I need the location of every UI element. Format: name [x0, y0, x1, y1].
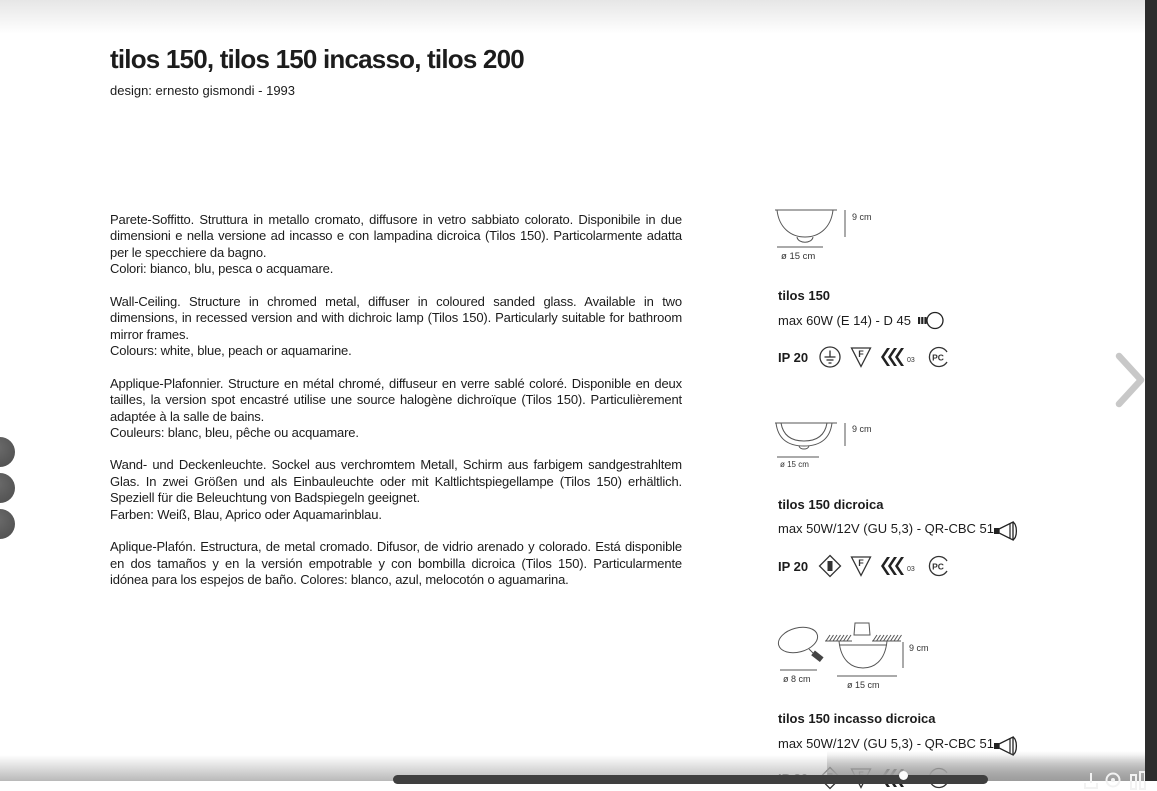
tilos-150-dicroica-diagram [773, 415, 891, 475]
lamp-spec: max 60W (E 14) - D 45 [778, 313, 911, 328]
enec-mark-icon [880, 554, 920, 578]
description-body: Applique-Plafonnier. Structure en métal chromé, diffuseur en verre sablé coloré. Disponible en deux tailles, la version spot encastré utilise une source halogène dichroïque (Tilos 150). Particulièrement adaptée à la salle de bains. [110, 375, 682, 424]
colors-line: Colori: bianco, blu, pesca o acquamare. [110, 261, 334, 277]
svg-text:03: 03 [907, 357, 915, 364]
dimension-height-label: 9 cm [909, 643, 929, 653]
colors-line: Farben: Weiß, Blau, Aprico oder Aquamarinblau. [110, 506, 382, 522]
svg-text:PC: PC [932, 352, 945, 363]
transformer-diamond-icon [818, 554, 842, 578]
left-edge-nav-dot[interactable] [0, 509, 15, 539]
f-flammable-surface-icon [849, 345, 873, 369]
description-italian [110, 212, 682, 278]
left-edge-nav-dot[interactable] [0, 437, 15, 467]
toolbar-zoom-icon[interactable] [1104, 771, 1122, 791]
gost-pc-mark-icon [927, 345, 951, 369]
toolbar-download-icon[interactable] [1082, 771, 1100, 791]
lamp-spec: max 50W/12V (GU 5,3) - QR-CBC 51 [778, 521, 994, 536]
dimension-diameter-label: ø 15 cm [847, 680, 880, 690]
description-body: Parete-Soffitto. Struttura in metallo cromato, diffusore in vetro sabbiato colorato. Disponibile in due dimensioni e nella versione ad incasso e con lampadina dicroica (Tilos 150). Particolarmente adatta per le specchiere da bagno. [110, 212, 682, 260]
earth-ground-circle-icon [818, 345, 842, 369]
svg-text:F: F [858, 558, 864, 568]
scrollbar-handle-dot[interactable] [899, 771, 908, 780]
lamp-spec: max 50W/12V (GU 5,3) - QR-CBC 51 [778, 736, 994, 751]
f-flammable-surface-icon [849, 554, 873, 578]
description-spanish [110, 539, 682, 588]
description-english [110, 294, 682, 360]
dichroic-reflector-icon [993, 519, 1021, 548]
page-title: tilos 150, tilos 150 incasso, tilos 200 [110, 44, 524, 74]
description-german [110, 457, 682, 523]
gost-pc-mark-icon [927, 554, 951, 578]
incandescent-bulb-icon [917, 311, 944, 335]
description-body: Aplique-Plafón. Estructura, de metal cromado. Difusor, de vidrio arenado y colorado. Está disponible en dos tamaños y en la versión empotrable y con bombilla dicroica (Tilos 150). Particularmente idónea para los espejos de baño. Colores: blanco, azul, melocotón o aguamarina. [110, 539, 682, 588]
dimension-height-label: 9 cm [852, 212, 872, 222]
ip-rating: IP 20 [778, 349, 809, 365]
description-body: Wand- und Deckenleuchte. Sockel aus verchromtem Metall, Schirm aus farbigem sandgestrahltem Glas. In zwei Größen und als Einbauleuchte oder mit Kaltlichtspiegellampe (Tilos 150) erhältlich. Speziell für die Beleuchtung von Badspiegeln geeignet. [110, 457, 682, 506]
designer-credit: design: ernesto gismondi - 1993 [110, 83, 296, 98]
svg-text:03: 03 [907, 566, 915, 573]
tilos-150-incasso-diagram [775, 618, 935, 690]
dimension-cable-label: ø 8 cm [783, 674, 811, 684]
tilos-150-diagram [773, 203, 891, 265]
svg-text:PC: PC [932, 561, 945, 572]
product-name-tilos-150: tilos 150 [778, 288, 831, 303]
dimension-height-label: 9 cm [852, 424, 872, 434]
product-name-tilos-150-incasso-dicroica: tilos 150 incasso dicroica [778, 711, 936, 726]
ip-cert-row [778, 554, 951, 578]
colors-line: Colours: white, blue, peach or aquamarine. [110, 343, 352, 359]
right-edge-strip [1145, 0, 1157, 781]
ip-cert-row [778, 345, 951, 369]
description-french [110, 376, 682, 442]
svg-text:F: F [858, 349, 864, 359]
top-shadow-gradient [0, 0, 1157, 34]
left-edge-nav-dot[interactable] [0, 473, 15, 503]
colors-line: Couleurs: blanc, bleu, pêche ou acquamare. [110, 424, 359, 440]
ip-rating: IP 20 [778, 558, 809, 574]
dimension-diameter-label: ø 15 cm [780, 460, 809, 469]
product-name-tilos-150-dicroica: tilos 150 dicroica [778, 497, 884, 512]
description-column [110, 212, 682, 605]
enec-mark-icon [880, 345, 920, 369]
dimension-diameter-label: ø 15 cm [781, 251, 816, 262]
description-body: Wall-Ceiling. Structure in chromed metal, diffuser in coloured sanded glass. Available in two dimensions, in recessed version and with dichroic lamp (Tilos 150). Particularly suitable for bathroom mirror frames. [110, 293, 682, 342]
